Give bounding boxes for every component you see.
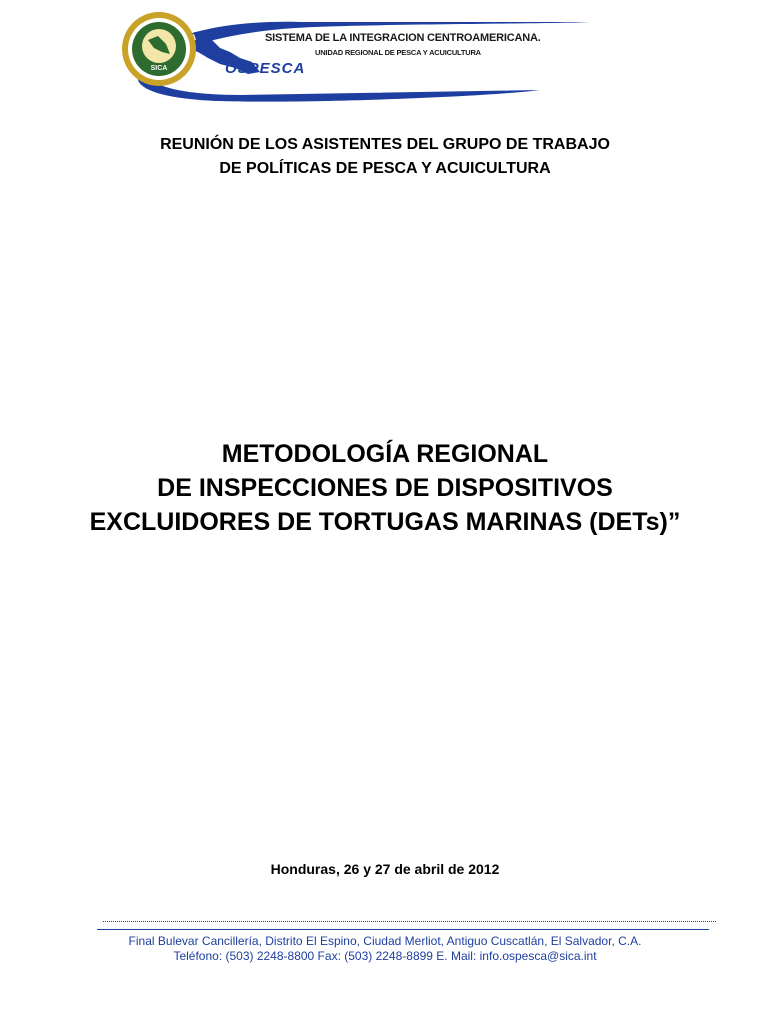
document-footer [0,934,770,964]
title-line-3: EXCLUIDORES DE TORTUGAS MARINAS (DETs)” [89,508,681,536]
ospesca-logo [120,10,700,105]
brand-name: OSPESCA [225,60,306,77]
footer-divider [97,929,709,930]
meeting-line-1: REUNIÓN DE LOS ASISTENTES DEL GRUPO DE TRABAJO [160,136,610,153]
meeting-heading [0,133,770,181]
system-title: SISTEMA DE LA INTEGRACION CENTROAMERICANA. [265,32,541,44]
meeting-date: Honduras, 26 y 27 de abril de 2012 [270,861,500,877]
sica-seal-icon [120,10,198,88]
title-line-2: DE INSPECCIONES DE DISPOSITIVOS [157,474,613,502]
document-header [120,10,700,105]
footer-contact: Teléfono: (503) 2248-8800 Fax: (503) 2248-8899 E. Mail: info.ospesca@sica.int [173,949,597,963]
document-title [0,437,770,539]
unit-subtitle: UNIDAD REGIONAL DE PESCA Y ACUICULTURA [315,48,481,57]
title-line-1: METODOLOGÍA REGIONAL [221,440,549,468]
svg-text:SICA: SICA [150,65,168,72]
footer-divider-dotted [103,921,716,922]
footer-address: Final Bulevar Cancillería, Distrito El Espino, Ciudad Merliot, Antiguo Cuscatlán, El Salvador, C.A. [128,934,642,948]
meeting-line-2: DE POLÍTICAS DE PESCA Y ACUICULTURA [219,160,551,177]
